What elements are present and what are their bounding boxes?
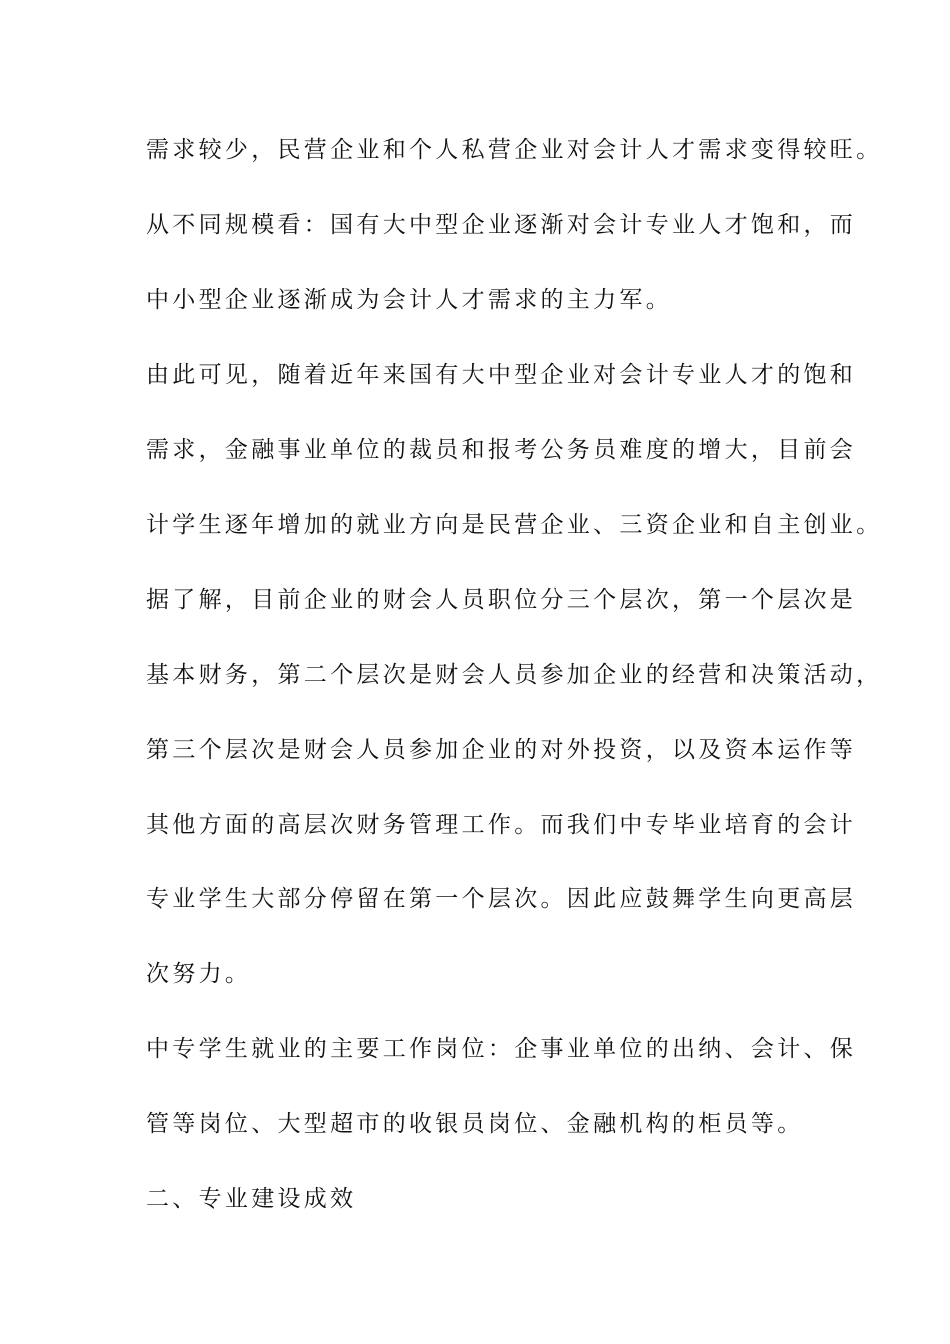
text-line: 专业学生大部分停留在第一个层次。因此应鼓舞学生向更高层 bbox=[146, 886, 857, 912]
text-line: 基本财务，第二个层次是财会人员参加企业的经营和决策活动， bbox=[146, 662, 883, 688]
section-heading: 二、专业建设成效 bbox=[146, 1186, 357, 1212]
text-line: 第三个层次是财会人员参加企业的对外投资，以及资本运作等 bbox=[146, 737, 857, 763]
text-line: 计学生逐年增加的就业方向是民营企业、三资企业和自主创业。 bbox=[146, 512, 883, 538]
text-line: 从不同规模看：国有大中型企业逐渐对会计专业人才饱和，而 bbox=[146, 212, 857, 238]
text-line: 次努力。 bbox=[146, 961, 252, 987]
text-line: 由此可见，随着近年来国有大中型企业对会计专业人才的饱和 bbox=[146, 362, 857, 388]
text-line: 管等岗位、大型超市的收银员岗位、金融机构的柜员等。 bbox=[146, 1111, 804, 1137]
text-line: 据了解，目前企业的财会人员职位分三个层次，第一个层次是 bbox=[146, 587, 857, 613]
text-line: 其他方面的高层次财务管理工作。而我们中专毕业培育的会计 bbox=[146, 812, 857, 838]
text-line: 中小型企业逐渐成为会计人才需求的主力军。 bbox=[146, 287, 672, 313]
text-line: 需求，金融事业单位的裁员和报考公务员难度的增大，目前会 bbox=[146, 437, 857, 463]
text-line: 需求较少，民营企业和个人私营企业对会计人才需求变得较旺。 bbox=[146, 137, 883, 163]
text-line: 中专学生就业的主要工作岗位：企事业单位的出纳、会计、保 bbox=[146, 1036, 857, 1062]
